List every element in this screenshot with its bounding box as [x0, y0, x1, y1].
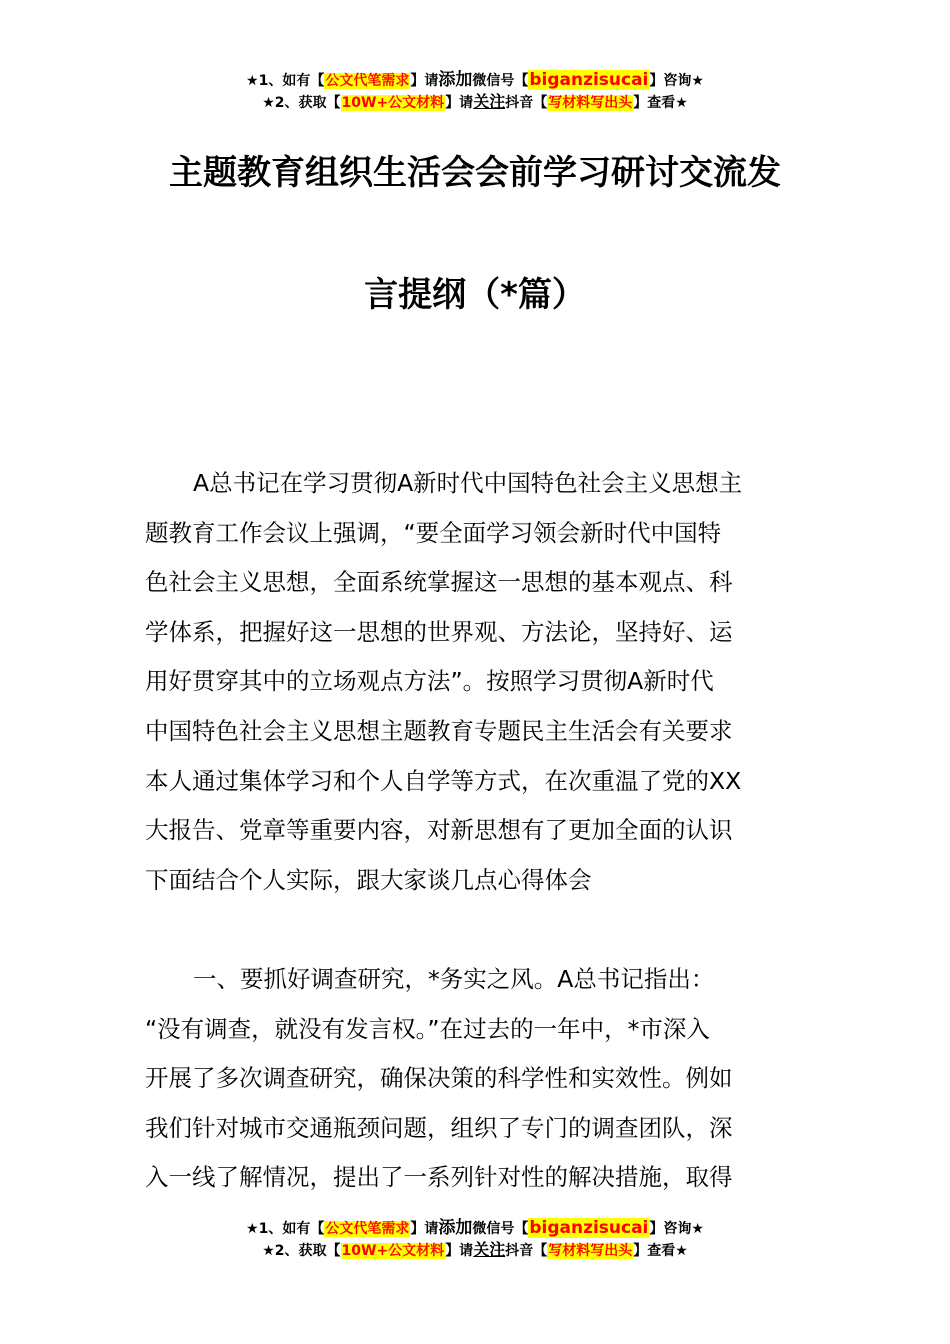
banner-line-2 [0, 1239, 950, 1261]
banner-text: 抖音【 [505, 1243, 548, 1259]
paragraph-line: A总书记在学习贯彻A新时代中国特色社会主义思想主 [193, 469, 743, 497]
paragraph-line: 色社会主义思想，全面系统掌握这一思想的基本观点、科 [145, 568, 733, 597]
banner-text: ★2、获取【 [262, 1243, 341, 1259]
banner-line-1 [0, 1217, 950, 1239]
paragraph-line: 中国特色社会主义思想主题教育专题民主生活会有关要求 [145, 716, 733, 745]
paragraph-line: 开展了多次调查研究，确保决策的科学性和实效性。例如 [145, 1064, 733, 1093]
paragraph-line: 入一线了解情况，提出了一系列针对性的解决措施，取得 [145, 1163, 733, 1192]
banner-text: 】请 [445, 95, 474, 111]
highlight-service: 公文代笔需求 [325, 73, 410, 89]
banner-emphasis: 关注 [473, 92, 506, 111]
body-paragraph-2 [145, 955, 807, 1203]
top-banner [0, 69, 950, 113]
document-title-line-1: 主题教育组织生活会会前学习研讨交流发 [169, 153, 781, 193]
body-paragraph-1 [145, 459, 807, 905]
highlight-wechat-id: biganzisucai [529, 1218, 649, 1238]
paragraph-line: 用好贯穿其中的立场观点方法”。按照学习贯彻A新时代 [145, 667, 714, 696]
paragraph-line: 本人通过集体学习和个人自学等方式，在次重温了党的XX [145, 766, 742, 795]
banner-text: ★2、获取【 [262, 95, 341, 111]
banner-text: 】请 [410, 1221, 439, 1237]
paragraph-line: “没有调查，就没有发言权。”在过去的一年中，*市深入 [145, 1014, 710, 1043]
banner-text: 】查看★ [633, 1243, 688, 1259]
document-title-line-2: 言提纲（*篇） [364, 275, 586, 315]
banner-line-1 [0, 69, 950, 91]
bottom-banner [0, 1217, 950, 1261]
highlight-douyin: 写材料写出头 [548, 95, 633, 111]
banner-emphasis: 关注 [473, 1240, 506, 1259]
highlight-service: 公文代笔需求 [325, 1221, 410, 1237]
paragraph-line: 学体系，把握好这一思想的世界观、方法论，坚持好、运 [145, 617, 733, 646]
banner-text: 】请 [410, 73, 439, 89]
banner-line-2 [0, 91, 950, 113]
banner-text: 微信号【 [472, 1221, 529, 1237]
highlight-materials: 10W+公文材料 [341, 1243, 445, 1259]
banner-text: 微信号【 [472, 73, 529, 89]
banner-text: 】咨询★ [649, 73, 704, 89]
banner-emphasis: 添加 [438, 70, 473, 90]
paragraph-line: 下面结合个人实际，跟大家谈几点心得体会 [145, 865, 592, 894]
banner-text: 】请 [445, 1243, 474, 1259]
paragraph-line: 一、要抓好调查研究，*务实之风。A总书记指出： [193, 965, 715, 993]
banner-text: ★1、如有【 [246, 73, 325, 89]
banner-text: ★1、如有【 [246, 1221, 325, 1237]
highlight-wechat-id: biganzisucai [529, 70, 649, 90]
paragraph-line: 题教育工作会议上强调，“要全面学习领会新时代中国特 [145, 518, 722, 547]
highlight-douyin: 写材料写出头 [548, 1243, 633, 1259]
paragraph-line: 大报告、党章等重要内容，对新思想有了更加全面的认识 [145, 816, 733, 845]
banner-text: 】查看★ [633, 95, 688, 111]
banner-emphasis: 添加 [438, 1218, 473, 1238]
paragraph-line: 我们针对城市交通瓶颈问题，组织了专门的调查团队，深 [145, 1113, 733, 1142]
highlight-materials: 10W+公文材料 [341, 95, 445, 111]
banner-text: 抖音【 [505, 95, 548, 111]
banner-text: 】咨询★ [649, 1221, 704, 1237]
